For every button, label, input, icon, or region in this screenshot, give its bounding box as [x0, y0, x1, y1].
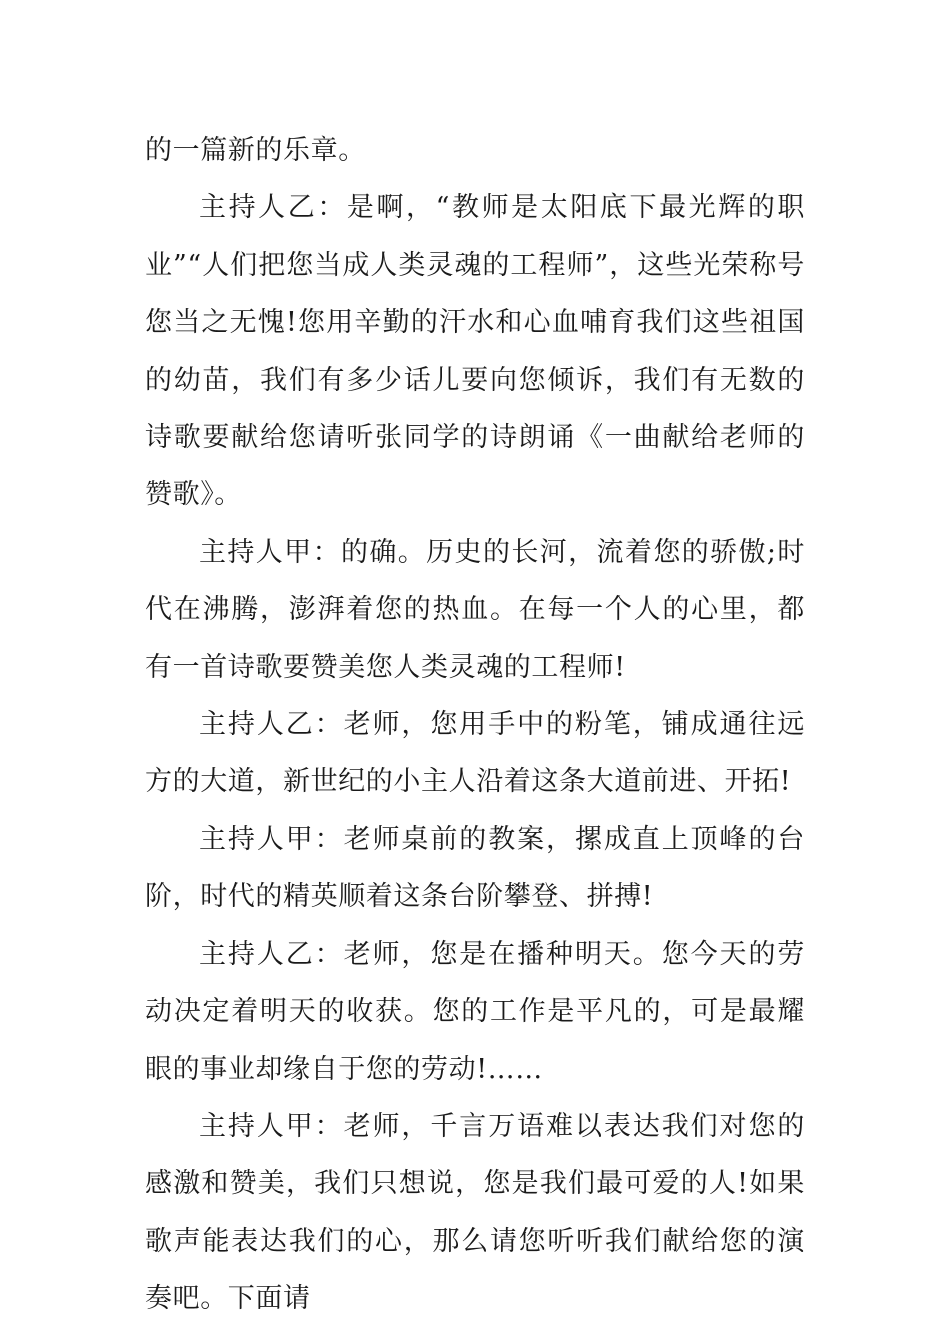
paragraph: 主持人乙：是啊，“教师是太阳底下最光辉的职业”“人们把您当成人类灵魂的工程师”，这些光荣称号您当之无愧!您用辛勤的汗水和心血哺育我们这些祖国的幼苗，我们有多少话儿要向您倾诉，我们有无数的诗歌要献给您请听张同学的诗朗诵《一曲献给老师的赞歌》。	[145, 192, 805, 511]
paragraph: 主持人乙：老师，您用手中的粉笔，铺成通往远方的大道，新世纪的小主人沿着这条大道前进、开拓!	[145, 709, 805, 798]
paragraph: 主持人甲：老师，千言万语难以表达我们对您的感激和赞美，我们只想说，您是我们最可爱的人!如果歌声能表达我们的心，那么请您听听我们献给您的演奏吧。下面请	[145, 1110, 805, 1315]
paragraph: 的一篇新的乐章。	[145, 135, 366, 166]
paragraph: 主持人乙：老师，您是在播种明天。您今天的劳动决定着明天的收获。您的工作是平凡的，可是最耀眼的事业却缘自于您的劳动!……	[145, 938, 805, 1085]
document-body	[145, 122, 805, 1328]
paragraph: 主持人甲：的确。历史的长河，流着您的骄傲;时代在沸腾，澎湃着您的热血。在每一个人的心里，都有一首诗歌要赞美您人类灵魂的工程师!	[145, 536, 805, 683]
paragraph: 主持人甲：老师桌前的教案，摞成直上顶峰的台阶，时代的精英顺着这条台阶攀登、拼搏!	[145, 823, 805, 913]
